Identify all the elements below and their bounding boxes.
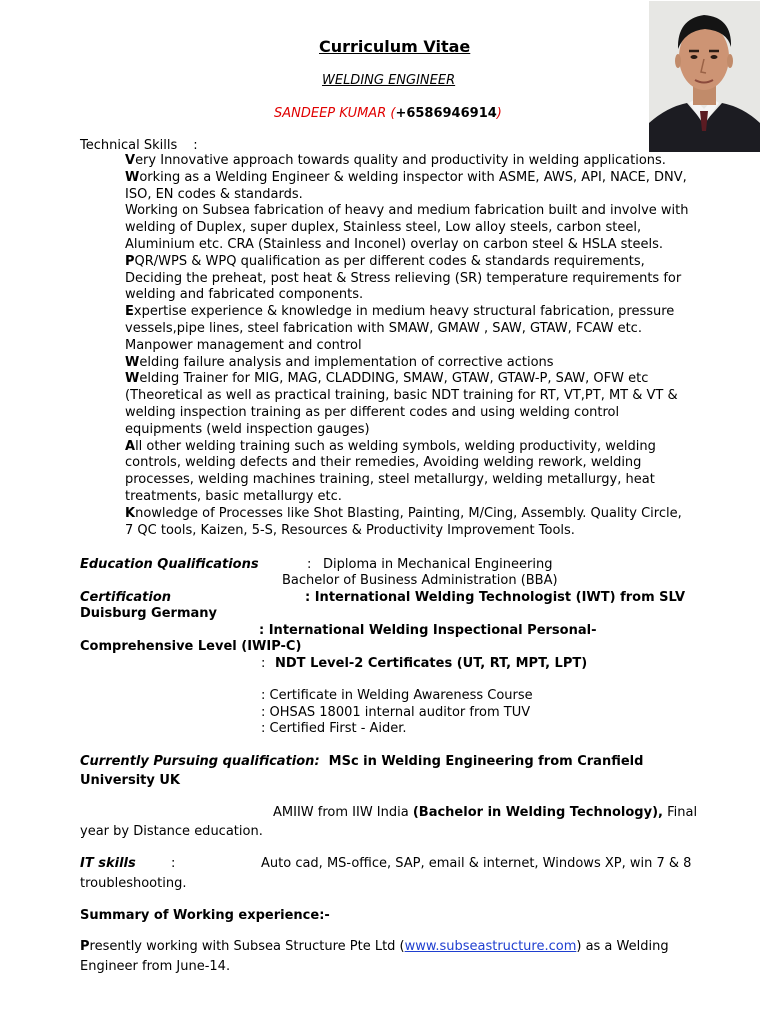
skill-lead-letter: K	[125, 505, 136, 521]
skill-text: treatments, basic metallurgy etc.	[125, 488, 342, 504]
cv-title: Curriculum Vitae	[319, 37, 471, 56]
profile-photo	[649, 1, 760, 152]
skill-text: elding Trainer for MIG, MAG, CLADDING, SMAW, GTAW, GTAW-P, SAW, OFW etc	[139, 371, 649, 387]
skill-text: welding and fabricated components.	[125, 287, 364, 303]
name-close: )	[496, 106, 502, 121]
skill-lead-letter: W	[125, 354, 140, 370]
skill-line	[125, 321, 725, 338]
cert-ndt-colon: :	[261, 656, 266, 671]
it-skills-cont: troubleshooting.	[80, 876, 187, 891]
skill-text: equipments (weld inspection gauges)	[125, 421, 370, 437]
education-colon: :	[307, 557, 312, 572]
skill-line	[125, 187, 725, 204]
job-title: WELDING ENGINEER	[322, 73, 456, 88]
skill-line	[125, 371, 725, 388]
skill-lead-letter: W	[125, 169, 140, 185]
amiiw-prefix: AMIIW from IIW India	[273, 805, 413, 820]
skill-text: nowledge of Processes like Shot Blasting, Painting, M/Cing, Assembly. Quality Circle,	[135, 505, 682, 521]
skill-text: Manpower management and control	[125, 337, 362, 353]
pursuing-label: Currently Pursuing qualification:	[80, 754, 320, 769]
amiiw-suffix: Final	[662, 805, 698, 820]
skill-lead-letter: E	[125, 304, 134, 320]
skill-line	[125, 439, 725, 456]
skill-line	[125, 153, 725, 170]
skill-line	[125, 472, 725, 489]
skill-line	[125, 338, 725, 355]
pursuing-value-cont: University UK	[80, 773, 181, 788]
skill-line	[125, 237, 725, 254]
cert-iwip-cont: Comprehensive Level (IWIP-C)	[80, 639, 302, 654]
technical-skills-list	[125, 153, 725, 539]
skill-line	[125, 422, 725, 439]
cert-iwt: : International Welding Technologist (IWT) from SLV	[305, 590, 686, 605]
phone-number: +6586946914	[395, 106, 497, 121]
skill-text: welding inspection training as per different codes and using welding control	[125, 404, 620, 420]
skill-line	[125, 489, 725, 506]
cert-awareness: : Certificate in Welding Awareness Course	[261, 688, 533, 703]
summary-cont: Engineer from June-14.	[80, 959, 231, 974]
amiiw-line	[273, 804, 697, 821]
skill-text: xpertise experience & knowledge in medium heavy structural fabrication, pressure	[133, 304, 675, 320]
skill-text: processes, welding machines training, steel metallurgy, welding metallurgy, heat	[125, 472, 655, 488]
skill-text: welding of Duplex, super duplex, Stainless steel, Low alloy steels, carbon steel,	[125, 220, 642, 236]
skill-text: Aluminium etc. CRA (Stainless and Inconel) overlay on carbon steel & HSLA steels.	[125, 236, 663, 252]
it-skills-colon: :	[171, 856, 176, 871]
name-text: SANDEEP KUMAR (	[274, 106, 396, 121]
skill-line	[125, 506, 725, 523]
skill-text: Working on Subsea fabrication of heavy and medium fabrication built and involve with	[125, 203, 689, 219]
skill-line	[125, 170, 725, 187]
skill-text: Deciding the preheat, post heat & Stress relieving (SR) temperature requirements for	[125, 270, 682, 286]
cert-ohsas: : OHSAS 18001 internal auditor from TUV	[261, 705, 531, 720]
technical-skills-label: Technical Skills	[80, 138, 178, 153]
skill-text: ll other welding training such as welding symbols, welding productivity, welding	[135, 438, 656, 454]
it-skills-value: Auto cad, MS-office, SAP, email & internet, Windows XP, win 7 & 8	[261, 856, 692, 871]
skill-lead-letter: V	[125, 153, 136, 168]
technical-skills-colon: :	[193, 138, 198, 153]
it-skills-label: IT skills	[80, 856, 136, 871]
cert-ndt: NDT Level-2 Certificates (UT, RT, MPT, LPT)	[275, 656, 588, 671]
certification-label: Certification	[80, 590, 172, 605]
pursuing-value: MSc in Welding Engineering from Cranfield	[328, 754, 644, 769]
skill-text: vessels,pipe lines, steel fabrication with SMAW, GMAW , SAW, GTAW, FCAW etc.	[125, 320, 642, 336]
skill-line	[125, 203, 725, 220]
skill-line	[125, 271, 725, 288]
cert-iwt-cont: Duisburg Germany	[80, 606, 217, 621]
summary-text: resently working with Subsea Structure Pte Ltd (	[89, 939, 405, 954]
candidate-name	[274, 106, 502, 121]
education-bachelor: Bachelor of Business Administration (BBA)	[282, 573, 558, 588]
technical-skills-heading	[80, 137, 198, 154]
skill-line	[125, 254, 725, 271]
cert-iwip: : International Welding Inspectional Personal-	[259, 623, 597, 638]
summary-heading: Summary of Working experience:-	[80, 908, 330, 923]
pursuing-line	[80, 753, 643, 770]
skill-line	[125, 388, 725, 405]
skill-text: 7 QC tools, Kaizen, 5-S, Resources & Productivity Improvement Tools.	[125, 522, 575, 538]
skill-line	[125, 287, 725, 304]
skill-text: QR/WPS & WPQ qualification as per different codes & standards requirements,	[134, 253, 645, 269]
skill-text: controls, welding defects and their remedies, Avoiding welding rework, welding	[125, 455, 642, 471]
amiiw-degree: (Bachelor in Welding Technology),	[412, 805, 663, 820]
summary-line	[80, 938, 669, 955]
summary-text-cont: ) as a Welding	[576, 939, 669, 954]
education-diploma: Diploma in Mechanical Engineering	[323, 557, 553, 572]
skill-line	[125, 304, 725, 321]
skill-line	[125, 455, 725, 472]
skill-lead-letter: P	[125, 253, 135, 269]
education-label: Education Qualifications	[80, 557, 259, 572]
skill-line	[125, 220, 725, 237]
skill-line	[125, 523, 725, 540]
skill-line	[125, 355, 725, 372]
cert-first-aid: : Certified First - Aider.	[261, 721, 407, 736]
amiiw-cont: year by Distance education.	[80, 824, 263, 839]
skill-text: ISO, EN codes & standards.	[125, 186, 303, 202]
skill-text: orking as a Welding Engineer & welding inspector with ASME, AWS, API, NACE, DNV,	[139, 169, 687, 185]
skill-line	[125, 405, 725, 422]
skill-text: elding failure analysis and implementation of corrective actions	[139, 354, 554, 370]
company-website-link[interactable]: www.subseastructure.com	[404, 939, 577, 954]
skill-lead-letter: W	[125, 371, 140, 387]
skill-lead-letter: A	[125, 438, 136, 454]
summary-lead: P	[80, 939, 90, 954]
skill-text: ery Innovative approach towards quality and productivity in welding applications.	[135, 153, 666, 168]
skill-text: (Theoretical as well as practical training, basic NDT training for RT, VT,PT, MT & VT &	[125, 388, 678, 404]
